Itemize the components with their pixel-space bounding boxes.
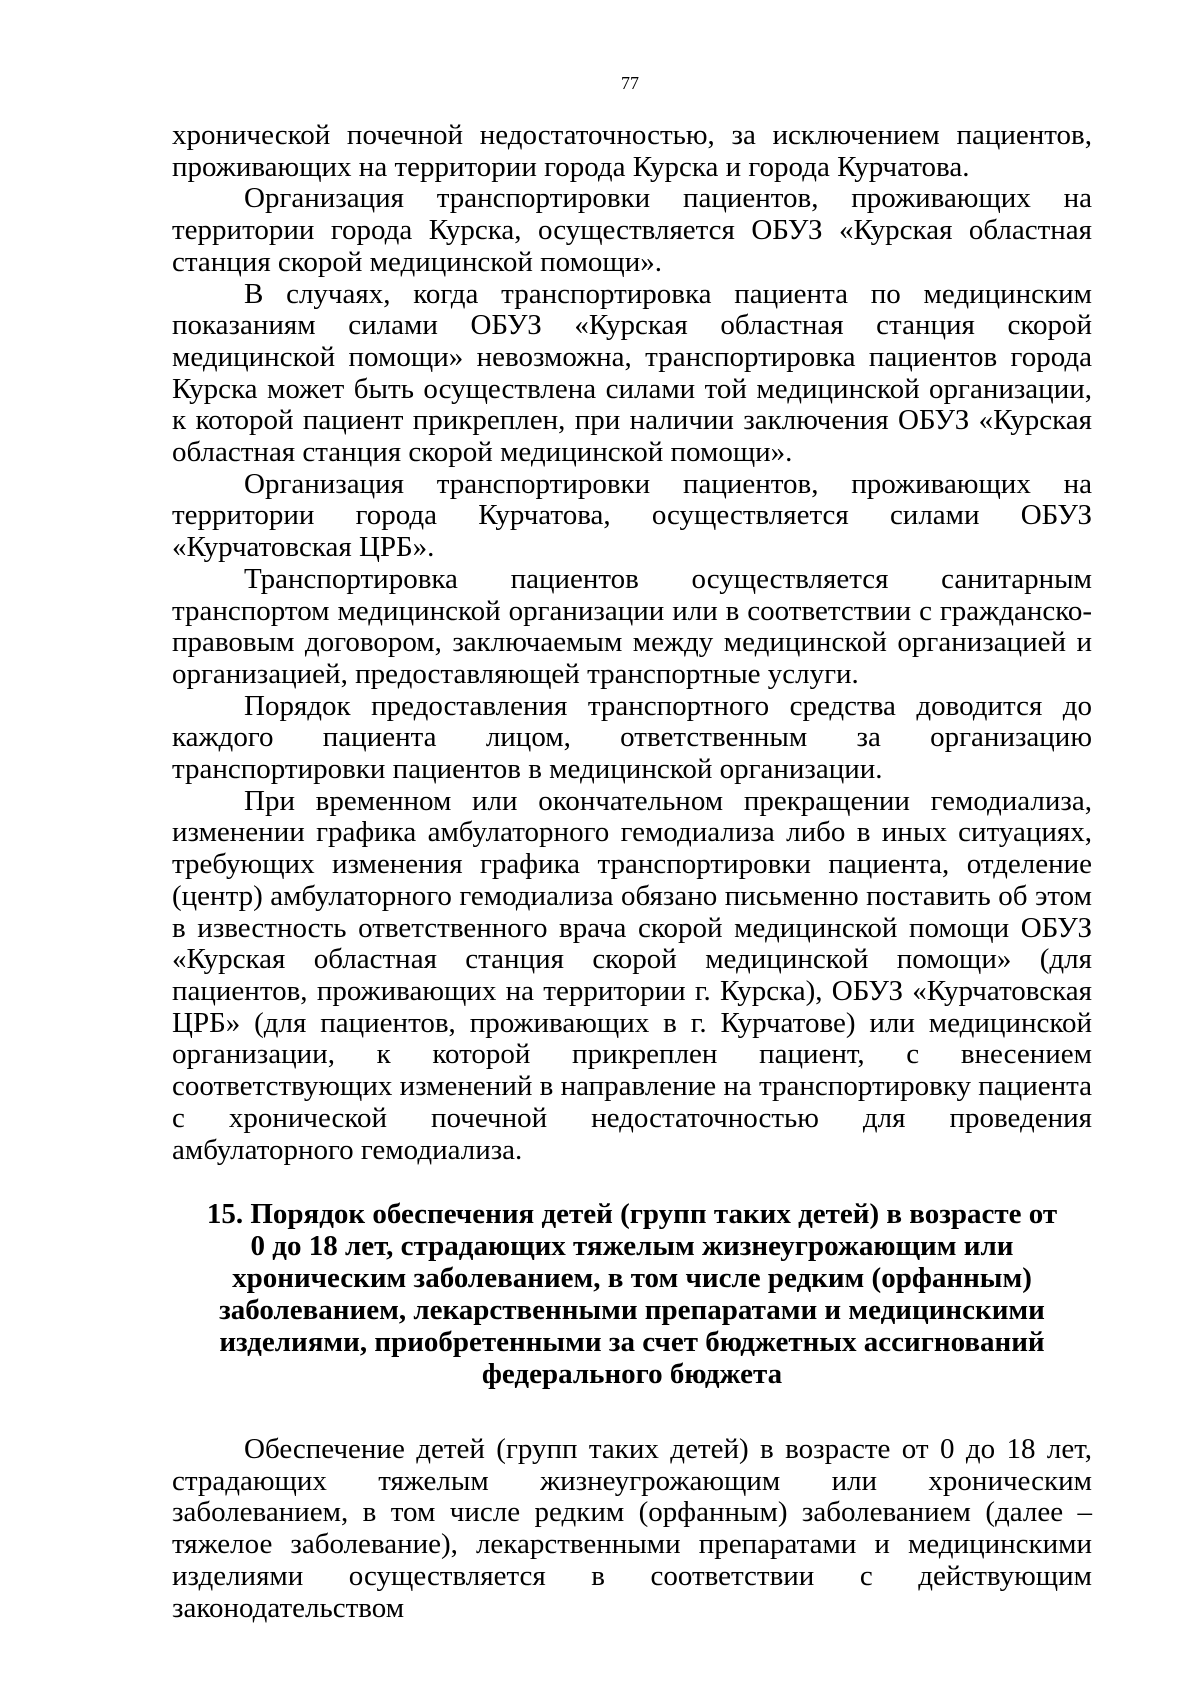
paragraph: Порядок предоставления транспортного средства доводится до каждого пациента лицом, ответственным за организацию транспортировки пациентов в медицинской организации.: [172, 689, 1092, 786]
section-heading-line: заболеванием, лекарственными препаратами и медицинскими: [219, 1294, 1045, 1326]
section-heading: [172, 1198, 1092, 1390]
paragraph: Организация транспортировки пациентов, проживающих на территории города Курчатова, осуществляется силами ОБУЗ «Курчатовская ЦРБ».: [172, 467, 1092, 564]
body-text: [172, 120, 1092, 1166]
paragraph: Транспортировка пациентов осуществляется санитарным транспортом медицинской организации или в соответствии с гражданско-правовым договором, заключаемым между медицинской организацией и организацией, предоставляющей транспортные услуги.: [172, 562, 1092, 690]
section-heading-line: федерального бюджета: [481, 1358, 783, 1390]
paragraph: хронической почечной недостаточностью, за исключением пациентов, проживающих на территории города Курска и города Курчатова.: [172, 119, 1092, 183]
paragraph: Обеспечение детей (групп таких детей) в возрасте от 0 до 18 лет, страдающих тяжелым жизнеугрожающим или хроническим заболеванием, в том числе редким (орфанным) заболеванием (далее – тяжелое заболевание), лекарственными препаратами и медицинскими изделиями осуществляется в соответствии с действующим законодательством: [172, 1433, 1092, 1624]
paragraph: При временном или окончательном прекращении гемодиализа, изменении графика амбулаторного гемодиализа либо в иных ситуациях, требующих изменения графика транспортировки пациента, отделение (центр) амбулаторного гемодиализа обязано письменно поставить об этом в известность ответственного врача скорой медицинской помощи ОБУЗ «Курская областная станция скорой медицинской помощи» (для пациентов, проживающих на территории г. Курска), ОБУЗ «Курчатовская ЦРБ» (для пациентов, проживающих в г. Курчатове) или медицинской организации, к которой прикреплен пациент, с внесением соответствующих изменений в направление на транспортировку пациента с хронической почечной недостаточностью для проведения амбулаторного гемодиализа.: [172, 784, 1092, 1166]
section-heading-line: хроническим заболеванием, в том числе редким (орфанным): [232, 1262, 1032, 1294]
page-number: 77: [621, 73, 639, 93]
section-heading-line: изделиями, приобретенными за счет бюджетных ассигнований: [219, 1326, 1045, 1358]
paragraph: В случаях, когда транспортировка пациента по медицинским показаниям силами ОБУЗ «Курская областная станция скорой медицинской помощи» невозможна, транспортировка пациентов города Курска может быть осуществлена силами той медицинской организации, к которой пациент прикреплен, при наличии заключения ОБУЗ «Курская областная станция скорой медицинской помощи».: [172, 277, 1092, 469]
paragraph: Организация транспортировки пациентов, проживающих на территории города Курска, осуществляется ОБУЗ «Курская областная станция скорой медицинской помощи».: [172, 182, 1092, 278]
section-body-text: [172, 1434, 1092, 1624]
section-heading-line: 0 до 18 лет, страдающих тяжелым жизнеугрожающим или: [250, 1230, 1014, 1262]
section-heading-line: 15. Порядок обеспечения детей (групп таких детей) в возрасте от: [206, 1198, 1058, 1230]
